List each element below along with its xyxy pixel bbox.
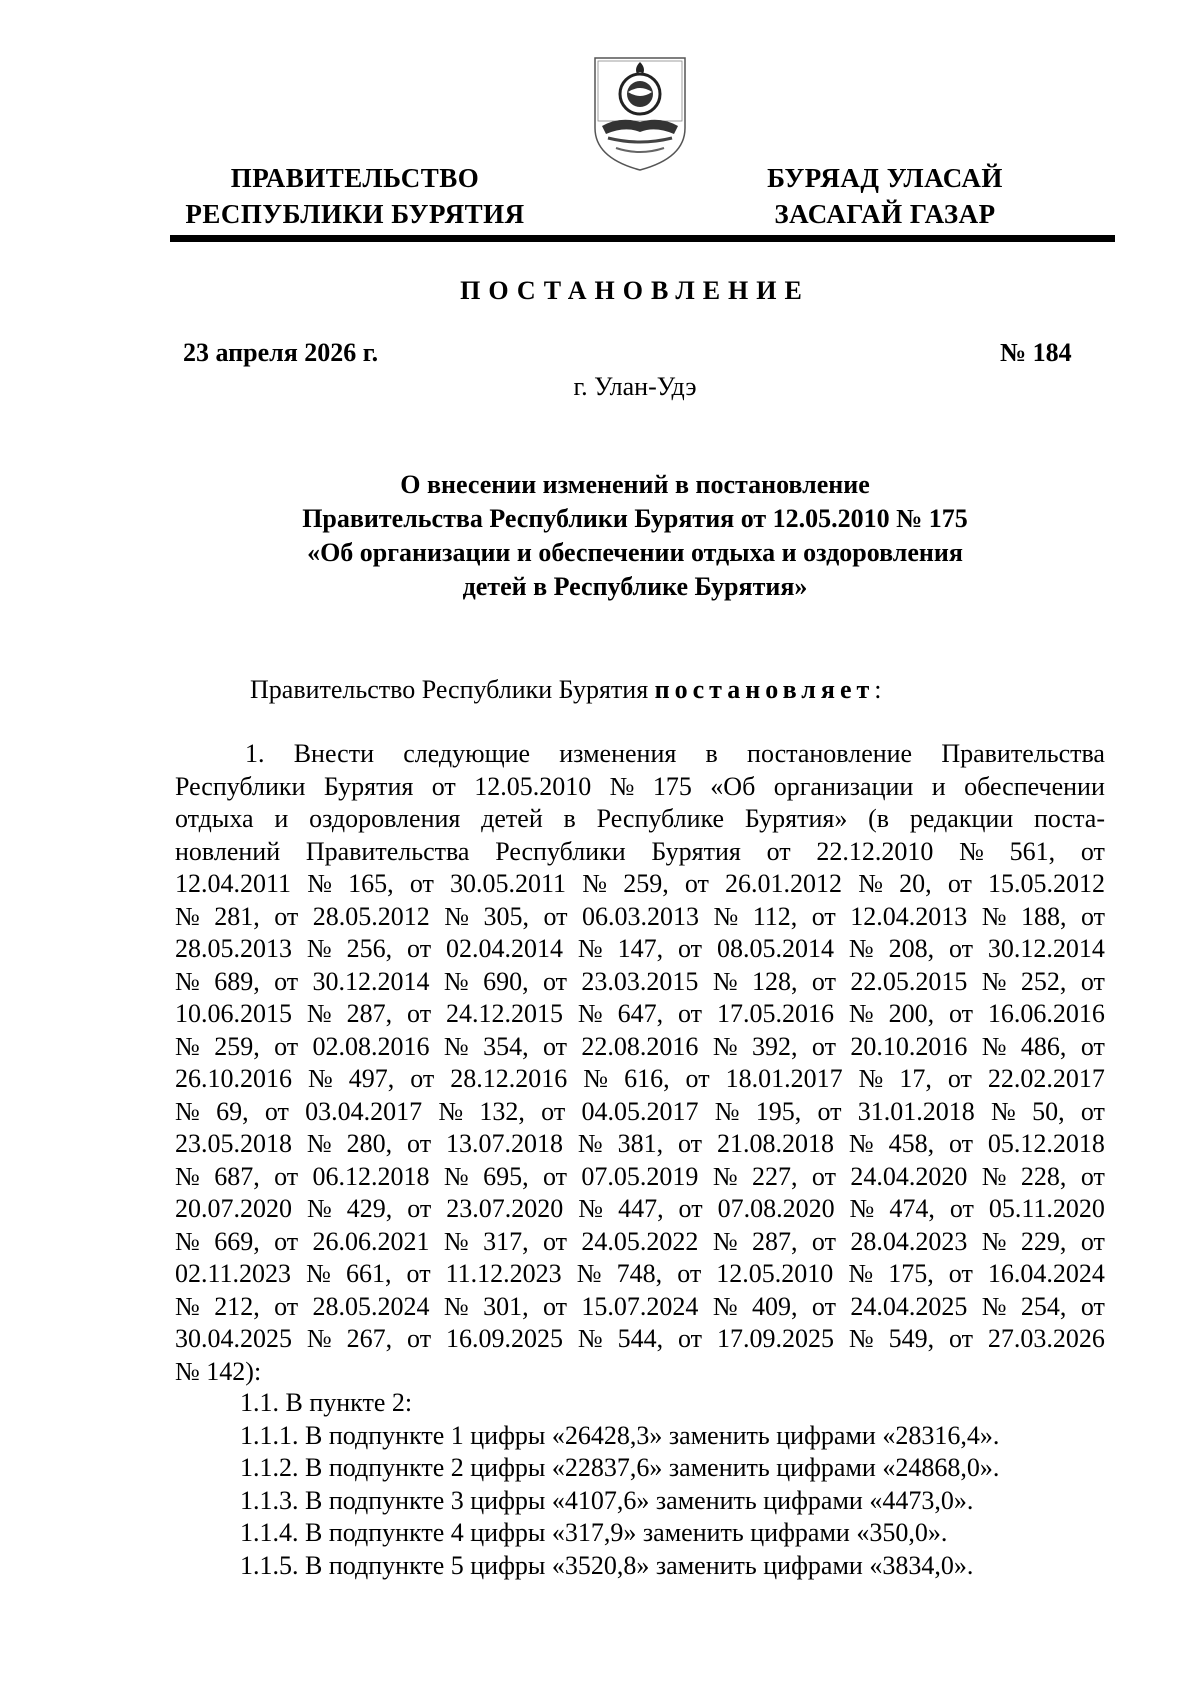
paragraph-line: 23.05.2018 № 280, от 13.07.2018 № 381, от 21.08.2018 № 458, от 05.12.2018 — [175, 1129, 1105, 1158]
title-line: детей в Республике Бурятия» — [462, 572, 808, 601]
header-left-line1: ПРАВИТЕЛЬСТВО — [230, 163, 480, 193]
header-right-line2: ЗАСАГАЙ ГАЗАР — [774, 199, 996, 229]
paragraph-line: № 281, от 28.05.2012 № 305, от 06.03.2013 № 112, от 12.04.2013 № 188, от — [175, 901, 1105, 931]
document-city: г. Улан-Удэ — [573, 372, 697, 401]
paragraph-line: № 689, от 30.12.2014 № 690, от 23.03.2015 № 128, от 22.05.2015 № 252, от — [175, 966, 1105, 996]
paragraph-line: новлений Правительства Республики Бурятия от 22.12.2010 № 561, от — [175, 836, 1105, 866]
document-number: № 184 — [1000, 338, 1072, 367]
subitem-line: 1.1. В пункте 2: — [240, 1388, 413, 1417]
paragraph-line: № 69, от 03.04.2017 № 132, от 04.05.2017 № 195, от 31.01.2018 № 50, от — [175, 1096, 1105, 1126]
paragraph-line: 1. Внести следующие изменения в постановление Правительства — [245, 739, 1105, 768]
document-title — [200, 468, 1070, 604]
paragraph-line: Республики Бурятия от 12.05.2010 № 175 «Об организации и обеспечении — [175, 771, 1105, 801]
paragraph-line: 02.11.2023 № 661, от 11.12.2023 № 748, от 12.05.2010 № 175, от 16.04.2024 — [175, 1259, 1105, 1288]
paragraph-line: 30.04.2025 № 267, от 16.09.2025 № 544, от 17.09.2025 № 549, от 27.03.2026 — [175, 1324, 1105, 1353]
paragraph-line: № 142): — [175, 1356, 262, 1386]
document-date: 23 апреля 2026 г. — [183, 338, 379, 367]
paragraph-line: 28.05.2013 № 256, от 02.04.2014 № 147, от 08.05.2014 № 208, от 30.12.2014 — [175, 934, 1105, 963]
title-line: О внесении изменений в постановление — [400, 470, 870, 499]
subitem-line: 1.1.4. В подпункте 4 цифры «317,9» заменить цифрами «350,0». — [240, 1518, 948, 1547]
subitem-line: 1.1.2. В подпункте 2 цифры «22837,6» заменить цифрами «24868,0». — [240, 1453, 1000, 1482]
subitem-line: 1.1.5. В подпункте 5 цифры «3520,8» заменить цифрами «3834,0». — [240, 1550, 974, 1580]
paragraph-1 — [175, 738, 1105, 1388]
intro-text: Правительство Республики Бурятия — [250, 675, 649, 704]
header-left-line2: РЕСПУБЛИКИ БУРЯТИЯ — [185, 199, 525, 229]
header-left — [170, 160, 540, 232]
paragraph-line: 12.04.2011 № 165, от 30.05.2011 № 259, от 26.01.2012 № 20, от 15.05.2012 — [175, 869, 1105, 898]
paragraph-line: № 687, от 06.12.2018 № 695, от 07.05.2019 № 227, от 24.04.2020 № 228, от — [175, 1161, 1105, 1191]
intro-colon: : — [874, 675, 882, 704]
paragraph-line: № 669, от 26.06.2021 № 317, от 24.05.2022 № 287, от 28.04.2023 № 229, от — [175, 1226, 1105, 1256]
decree-word: постановляет — [654, 675, 875, 704]
subitem-line: 1.1.1. В подпункте 1 цифры «26428,3» заменить цифрами «28316,4». — [240, 1420, 1000, 1450]
paragraph-line: 26.10.2016 № 497, от 28.12.2016 № 616, от 18.01.2017 № 17, от 22.02.2017 — [175, 1064, 1105, 1093]
subitem-line: 1.1.3. В подпункте 3 цифры «4107,6» заменить цифрами «4473,0». — [240, 1485, 974, 1515]
document-type: ПОСТАНОВЛЕНИЕ — [460, 276, 810, 305]
paragraph-line: № 212, от 28.05.2024 № 301, от 15.07.2024 № 409, от 24.04.2025 № 254, от — [175, 1291, 1105, 1321]
title-line: Правительства Республики Бурятия от 12.05.2010 № 175 — [302, 504, 968, 533]
paragraph-line: отдыха и оздоровления детей в Республике Бурятия» (в редакции поста- — [175, 804, 1105, 833]
coat-of-arms-emblem — [590, 48, 690, 173]
title-line: «Об организации и обеспечении отдыха и оздоровления — [307, 538, 963, 567]
paragraph-line: 20.07.2020 № 429, от 23.07.2020 № 447, от 07.08.2020 № 474, от 05.11.2020 — [175, 1194, 1105, 1223]
header-right — [740, 160, 1030, 232]
paragraph-line: 10.06.2015 № 287, от 24.12.2015 № 647, от 17.05.2016 № 200, от 16.06.2016 — [175, 999, 1105, 1028]
paragraph-line: № 259, от 02.08.2016 № 354, от 22.08.2016 № 392, от 20.10.2016 № 486, от — [175, 1031, 1105, 1061]
header-divider — [170, 235, 1115, 242]
intro-paragraph — [250, 675, 882, 705]
header-right-line1: БУРЯАД УЛАСАЙ — [767, 163, 1003, 193]
